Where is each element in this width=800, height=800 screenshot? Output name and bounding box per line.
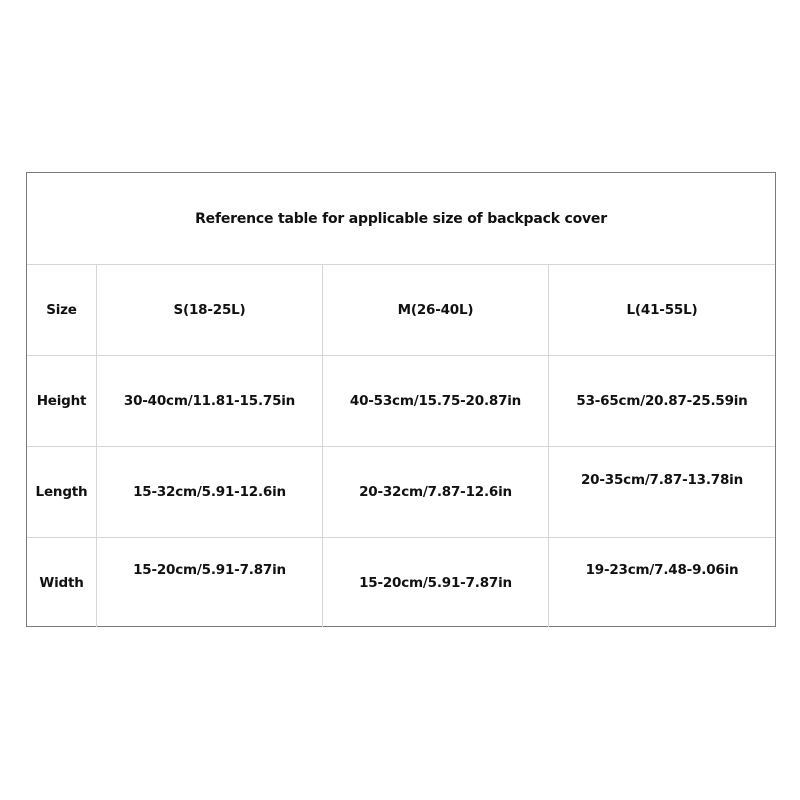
height-s: 30-40cm/11.81-15.75in xyxy=(123,393,296,409)
row-label-width: Width xyxy=(39,574,84,591)
row-label-height: Height xyxy=(36,393,87,409)
width-l: 19-23cm/7.48-9.06in xyxy=(585,561,739,578)
header-size-l: L(41-55L) xyxy=(626,302,698,318)
row-label-length: Length xyxy=(35,484,88,500)
header-size-s: S(18-25L) xyxy=(173,302,246,318)
length-s: 15-32cm/5.91-12.6in xyxy=(133,484,286,500)
length-l: 20-35cm/7.87-13.78in xyxy=(580,472,744,488)
header-size-label: Size xyxy=(46,302,77,318)
height-m: 40-53cm/15.75-20.87in xyxy=(349,393,522,409)
size-reference-table xyxy=(26,172,776,627)
height-l: 53-65cm/20.87-25.59in xyxy=(576,393,748,409)
length-m: 20-32cm/7.87-12.6in xyxy=(359,484,512,500)
table-title: Reference table for applicable size of backpack cover xyxy=(195,210,607,227)
header-size-m: M(26-40L) xyxy=(397,302,474,318)
width-s: 15-20cm/5.91-7.87in xyxy=(133,561,286,578)
width-m: 15-20cm/5.91-7.87in xyxy=(359,574,512,591)
